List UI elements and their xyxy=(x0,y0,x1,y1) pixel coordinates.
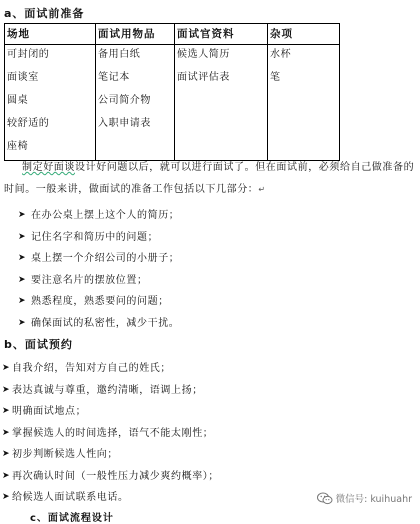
section-b-heading: b、面试预约 xyxy=(4,338,73,351)
arrow-bullet-icon: ➤ xyxy=(2,449,11,459)
list-item-text: 表达真诚与尊重，邀约清晰，语调上扬； xyxy=(12,384,203,396)
cell-line: 候选人简历 xyxy=(177,49,230,60)
list-item-text: 初步判断候选人性向； xyxy=(12,449,118,460)
cell-line: 圆桌 xyxy=(7,95,29,106)
paragraph-lead: 制定好面谈 xyxy=(22,162,75,173)
list-item-text: 在办公桌上摆上这个人的简历； xyxy=(31,210,180,221)
table-header: 场地 xyxy=(5,24,96,45)
arrow-bullet-icon: ➤ xyxy=(18,296,27,306)
paragraph-mark: ↵ xyxy=(258,185,266,194)
watermark-text: 微信号: kuihuahr xyxy=(335,494,412,505)
list-item xyxy=(2,423,219,445)
cell-line: 笔 xyxy=(270,72,281,83)
list-item-text: 自我介绍，告知对方自己的姓氏； xyxy=(12,363,171,374)
list-item xyxy=(18,227,179,249)
list-item-text: 确保面试的私密性，减少干扰。 xyxy=(31,317,180,329)
cell-line: 面试评估表 xyxy=(177,72,230,83)
list-item xyxy=(2,444,219,466)
wechat-icon xyxy=(317,492,333,505)
list-item-text: 熟悉程度，熟悉要问的问题； xyxy=(31,296,169,307)
cell-line: 笔记本 xyxy=(98,72,130,83)
list-item-text: 掌握候选人的时间选择，语气不能太刚性； xyxy=(12,427,214,439)
list-item xyxy=(18,270,179,292)
list-item-text: 明确面试地点； xyxy=(12,406,87,417)
arrow-bullet-icon: ➤ xyxy=(18,210,27,220)
list-item-text: 要注意名片的摆放位置； xyxy=(31,274,148,286)
arrow-bullet-icon: ➤ xyxy=(2,492,11,502)
cell-line: 备用白纸 xyxy=(98,49,141,60)
cell-line: 入职申请表 xyxy=(98,118,151,129)
list-item xyxy=(2,380,219,402)
wechat-watermark xyxy=(317,491,412,505)
intro-paragraph xyxy=(4,157,416,201)
table-header: 杂项 xyxy=(268,24,340,45)
list-item xyxy=(2,466,219,488)
arrow-bullet-icon: ➤ xyxy=(18,231,27,242)
table-header: 面试官资料 xyxy=(175,24,268,45)
section-a-heading: a、面试前准备 xyxy=(4,7,85,20)
cell-line: 公司简介物 xyxy=(98,95,151,106)
table-cell-misc xyxy=(268,45,340,161)
list-item-text: 记住名字和简历中的问题； xyxy=(31,231,159,243)
cell-line: 面谈室 xyxy=(7,72,39,83)
list-item xyxy=(18,313,179,335)
arrow-bullet-icon: ➤ xyxy=(2,384,11,395)
paragraph-text: 设计好问题以后，就可以进行面试了。但在面试前，必须给自己做准备的时间。一般来讲，做面试的准备工作包括以下几部分： xyxy=(4,162,415,195)
arrow-bullet-icon: ➤ xyxy=(2,470,11,481)
arrow-bullet-icon: ➤ xyxy=(18,253,27,263)
arrow-bullet-icon: ➤ xyxy=(2,406,11,416)
section-c-heading: c、面试流程设计 xyxy=(30,513,114,524)
list-item-text: 桌上摆一个介绍公司的小册子； xyxy=(31,253,180,264)
list-item xyxy=(2,358,219,380)
cell-line: 可封闭的 xyxy=(7,49,50,60)
list-item xyxy=(2,487,219,509)
arrow-bullet-icon: ➤ xyxy=(18,317,27,328)
preparation-table xyxy=(4,23,340,161)
list-item-text: 再次确认时间（一般性压力减少爽约概率）； xyxy=(12,470,219,482)
list-item xyxy=(18,248,179,270)
list-item-text: 给候选人面试联系电话。 xyxy=(12,492,129,503)
list-item xyxy=(18,291,179,313)
arrow-bullet-icon: ➤ xyxy=(18,274,27,285)
cell-line: 座椅 xyxy=(7,141,29,152)
preparation-tips-list xyxy=(18,205,179,334)
list-item xyxy=(2,401,219,423)
table-cell-venue xyxy=(5,45,96,161)
arrow-bullet-icon: ➤ xyxy=(2,427,11,438)
table-cell-items xyxy=(96,45,175,161)
list-item xyxy=(18,205,179,227)
appointment-steps-list xyxy=(2,358,219,509)
arrow-bullet-icon: ➤ xyxy=(2,363,11,373)
cell-line: 较舒适的 xyxy=(7,118,50,129)
cell-line: 水杯 xyxy=(270,49,292,60)
table-header: 面试用物品 xyxy=(96,24,175,45)
table-cell-materials xyxy=(175,45,268,161)
